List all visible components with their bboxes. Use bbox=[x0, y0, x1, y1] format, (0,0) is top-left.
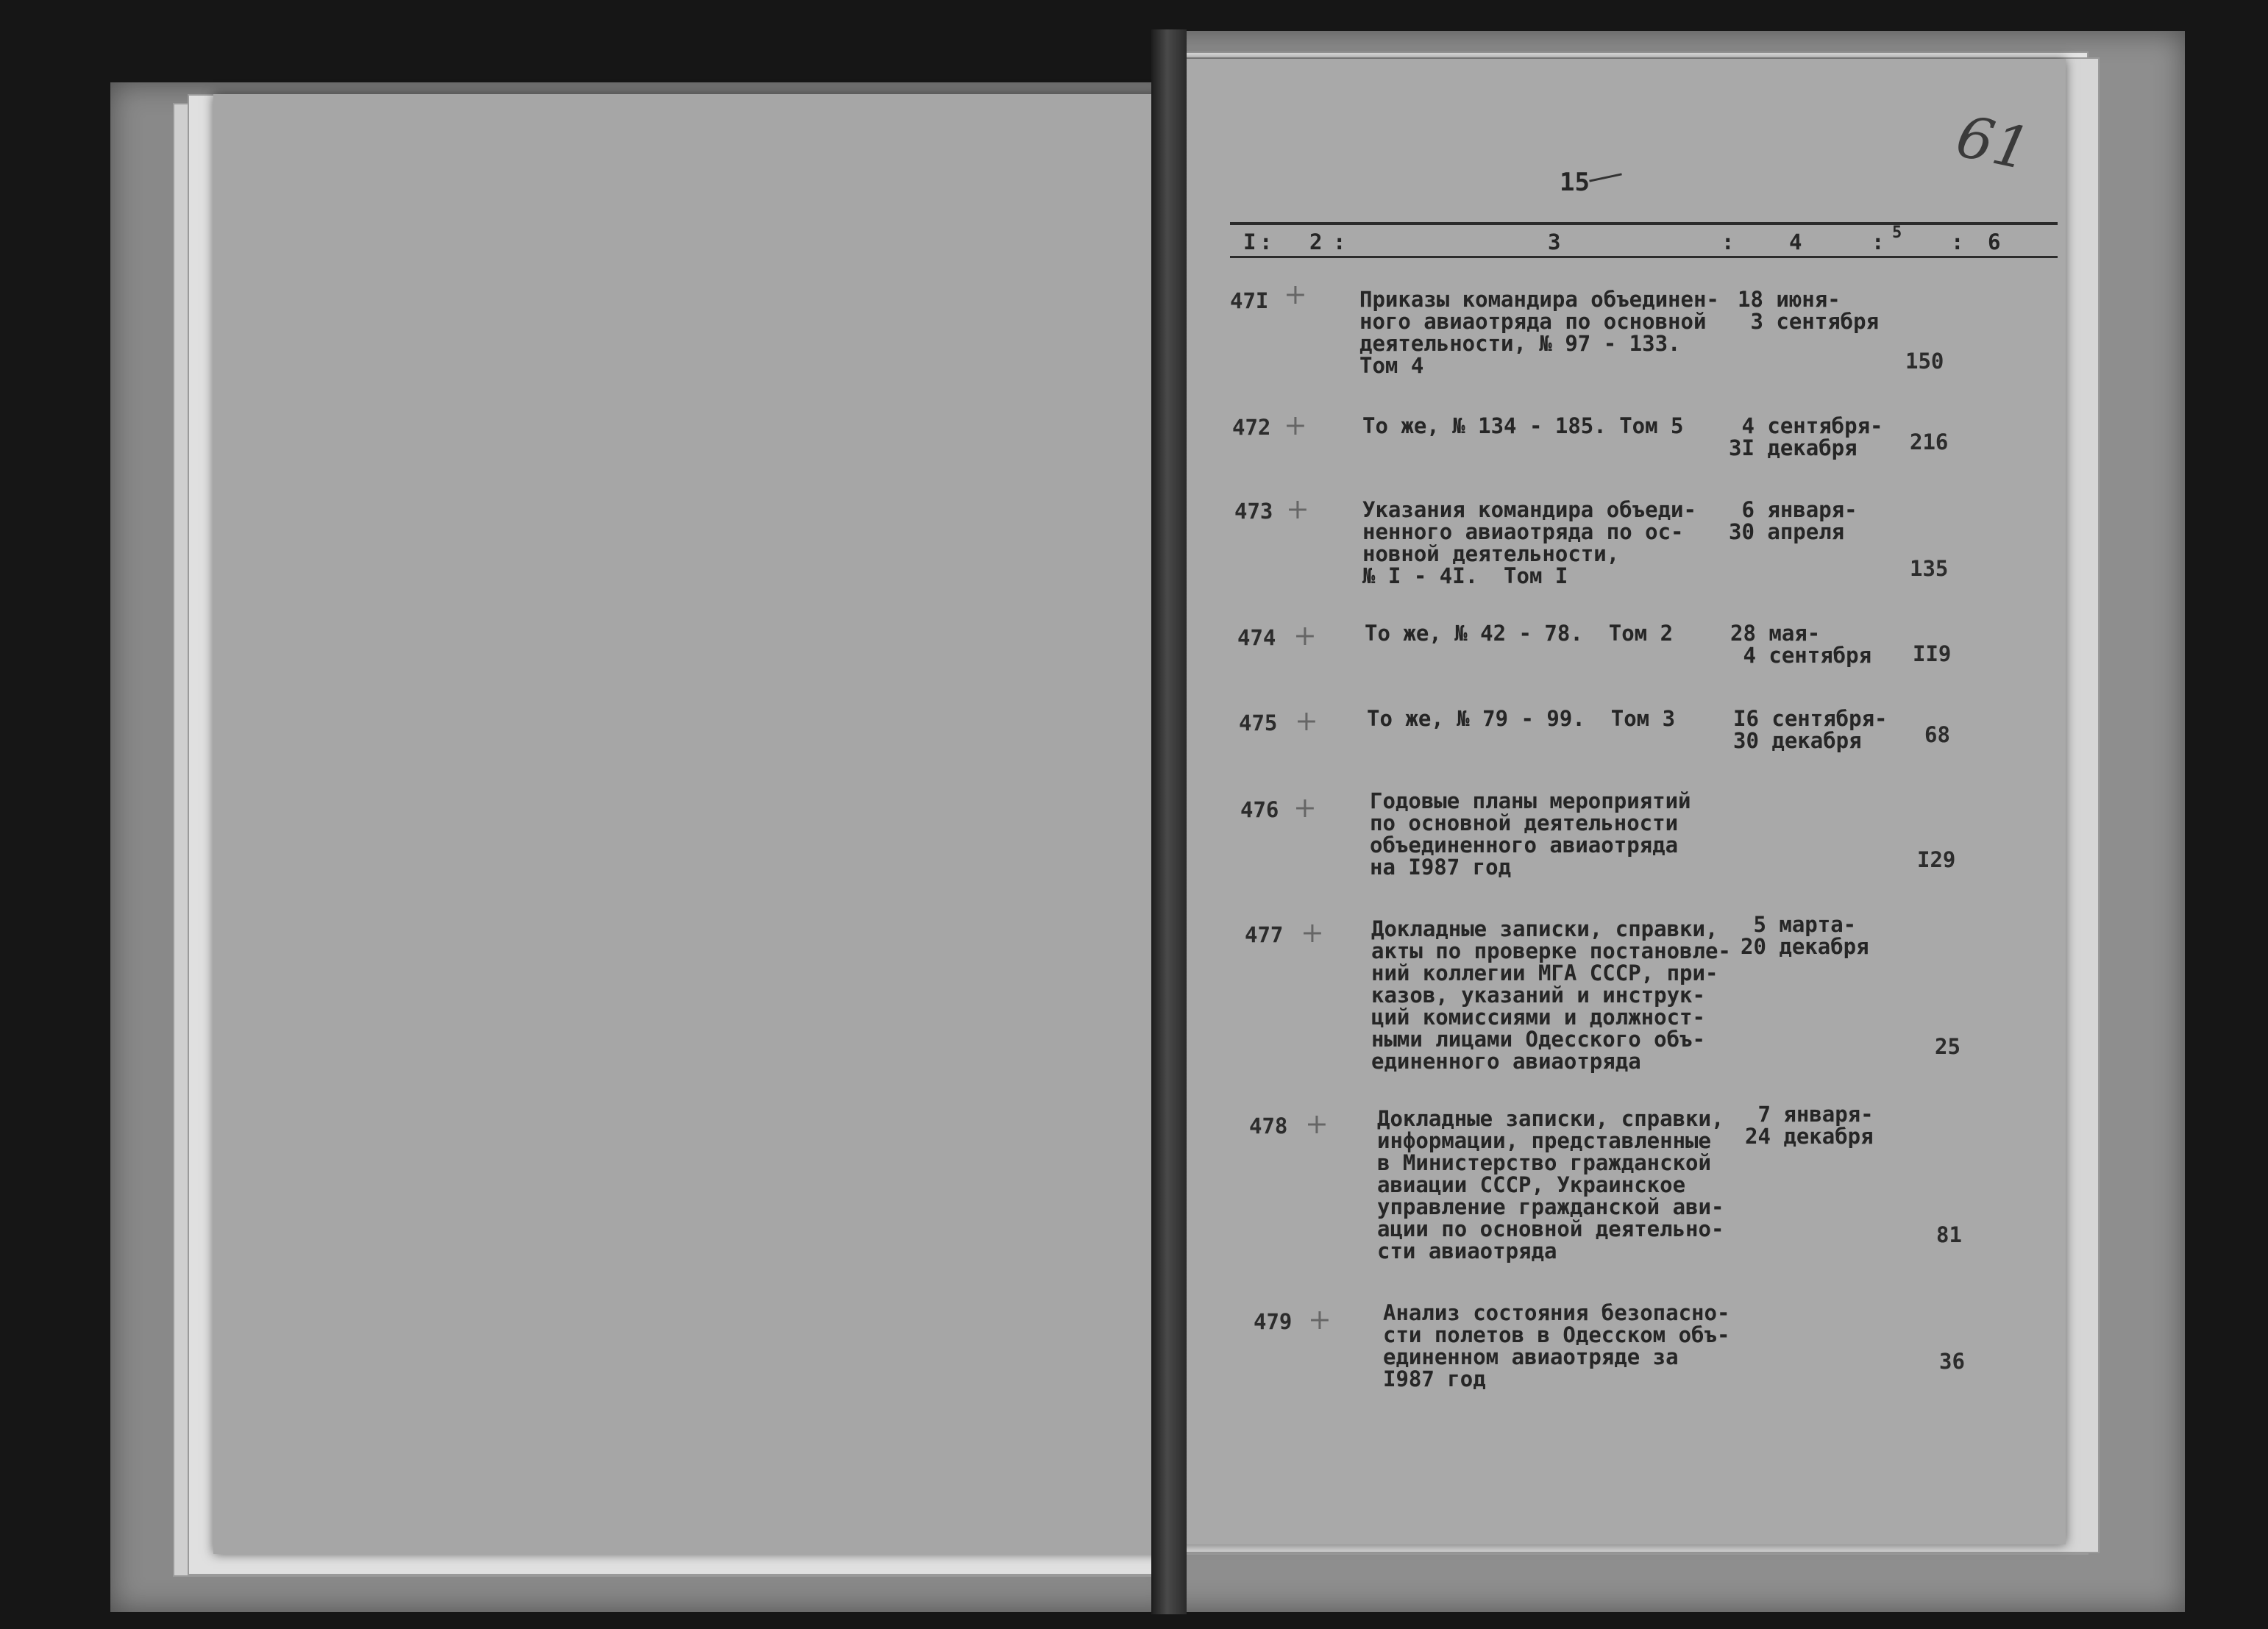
record-number: 475 bbox=[1239, 710, 1278, 735]
record-dates: 7 января- 24 декабря bbox=[1745, 1102, 1874, 1149]
header-col-6: 6 bbox=[1988, 229, 2001, 254]
record-sheets: 36 bbox=[1939, 1349, 1965, 1374]
record-number: 47I bbox=[1230, 288, 1269, 313]
record-sheets: I29 bbox=[1917, 847, 1956, 872]
record-title: То же, № 134 - 185. Том 5 bbox=[1362, 413, 1684, 438]
record-sheets: 68 bbox=[1924, 722, 1950, 747]
check-mark: + bbox=[1305, 1108, 1329, 1140]
record-title: Докладные записки, справки, акты по проверке постановле- ний коллегии МГА СССР, при- казов, указаний и инструк- ций комиссиями и должност- ными лицами Одесского объ- единенного авиаотряда bbox=[1371, 916, 1731, 1074]
record-number: 473 bbox=[1234, 499, 1273, 524]
record-title: Анализ состояния безопасно- сти полетов в Одесском объ- единенном авиаотряде за I987 год bbox=[1383, 1300, 1730, 1391]
check-mark: + bbox=[1308, 1303, 1332, 1336]
record-dates: 6 января- 30 апреля bbox=[1729, 497, 1858, 544]
record-sheets: 135 bbox=[1910, 556, 1949, 581]
record-sheets: 25 bbox=[1935, 1034, 1960, 1059]
table-top-rule bbox=[1230, 222, 2058, 225]
record-title: Годовые планы мероприятий по основной деятельности объединенного авиаотряда на I987 год bbox=[1370, 788, 1691, 880]
record-dates: I6 сентября- 30 декабря bbox=[1733, 706, 1888, 753]
typed-page-number: 15 bbox=[1560, 168, 1590, 197]
header-col-1: I bbox=[1243, 229, 1256, 254]
record-dates: 4 сентября- 3I декабря bbox=[1729, 413, 1883, 460]
table-header-row: I : 2 : 3 : 4 : 5 : 6 bbox=[1243, 224, 2001, 254]
record-sheets: II9 bbox=[1913, 641, 1952, 666]
check-mark: + bbox=[1293, 619, 1317, 652]
table-header-rule bbox=[1230, 256, 2058, 258]
header-col-3: 3 bbox=[1548, 229, 1561, 254]
handwritten-page-number: 61 bbox=[1950, 103, 2036, 184]
record-title: То же, № 42 - 78. Том 2 bbox=[1365, 621, 1674, 646]
record-title: Докладные записки, справки, информации, представленные в Министерство гражданской авиации СССР, Украинское управление гражданской ави- ации по основной деятельно- сти авиаотряда bbox=[1377, 1106, 1724, 1263]
header-col-5: 5 bbox=[1892, 224, 1902, 242]
record-dates: 28 мая- 4 сентября bbox=[1730, 621, 1872, 668]
record-title: То же, № 79 - 99. Том 3 bbox=[1367, 706, 1676, 731]
record-title: Приказы командира объединен- ного авиаотряда по основной деятельности, № 97 - 133. Том 4 bbox=[1359, 287, 1719, 378]
header-col-4: 4 bbox=[1789, 229, 1802, 254]
record-sheets: 81 bbox=[1936, 1222, 1962, 1247]
check-mark: + bbox=[1286, 493, 1309, 525]
check-mark: + bbox=[1301, 916, 1324, 949]
book-spine bbox=[1151, 29, 1187, 1614]
record-dates: 18 июня- 3 сентября bbox=[1738, 287, 1880, 334]
record-dates: 5 марта- 20 декабря bbox=[1741, 912, 1869, 959]
record-number: 477 bbox=[1245, 922, 1284, 947]
record-sheets: 216 bbox=[1910, 429, 1949, 455]
header-col-2: 2 bbox=[1309, 229, 1323, 254]
record-number: 472 bbox=[1232, 415, 1271, 440]
check-mark: + bbox=[1293, 791, 1317, 824]
check-mark: + bbox=[1284, 409, 1307, 441]
record-title: Указания командира объеди- ненного авиаотряда по ос- новной деятельности, № I - 4I. Том I bbox=[1362, 497, 1696, 588]
check-mark: + bbox=[1295, 705, 1318, 737]
record-number: 479 bbox=[1254, 1309, 1293, 1334]
record-number: 474 bbox=[1237, 625, 1276, 650]
record-sheets: 150 bbox=[1905, 349, 1944, 374]
record-number: 476 bbox=[1240, 797, 1279, 822]
left-blank-page bbox=[213, 94, 1170, 1554]
record-number: 478 bbox=[1249, 1113, 1288, 1138]
check-mark: + bbox=[1284, 278, 1307, 310]
